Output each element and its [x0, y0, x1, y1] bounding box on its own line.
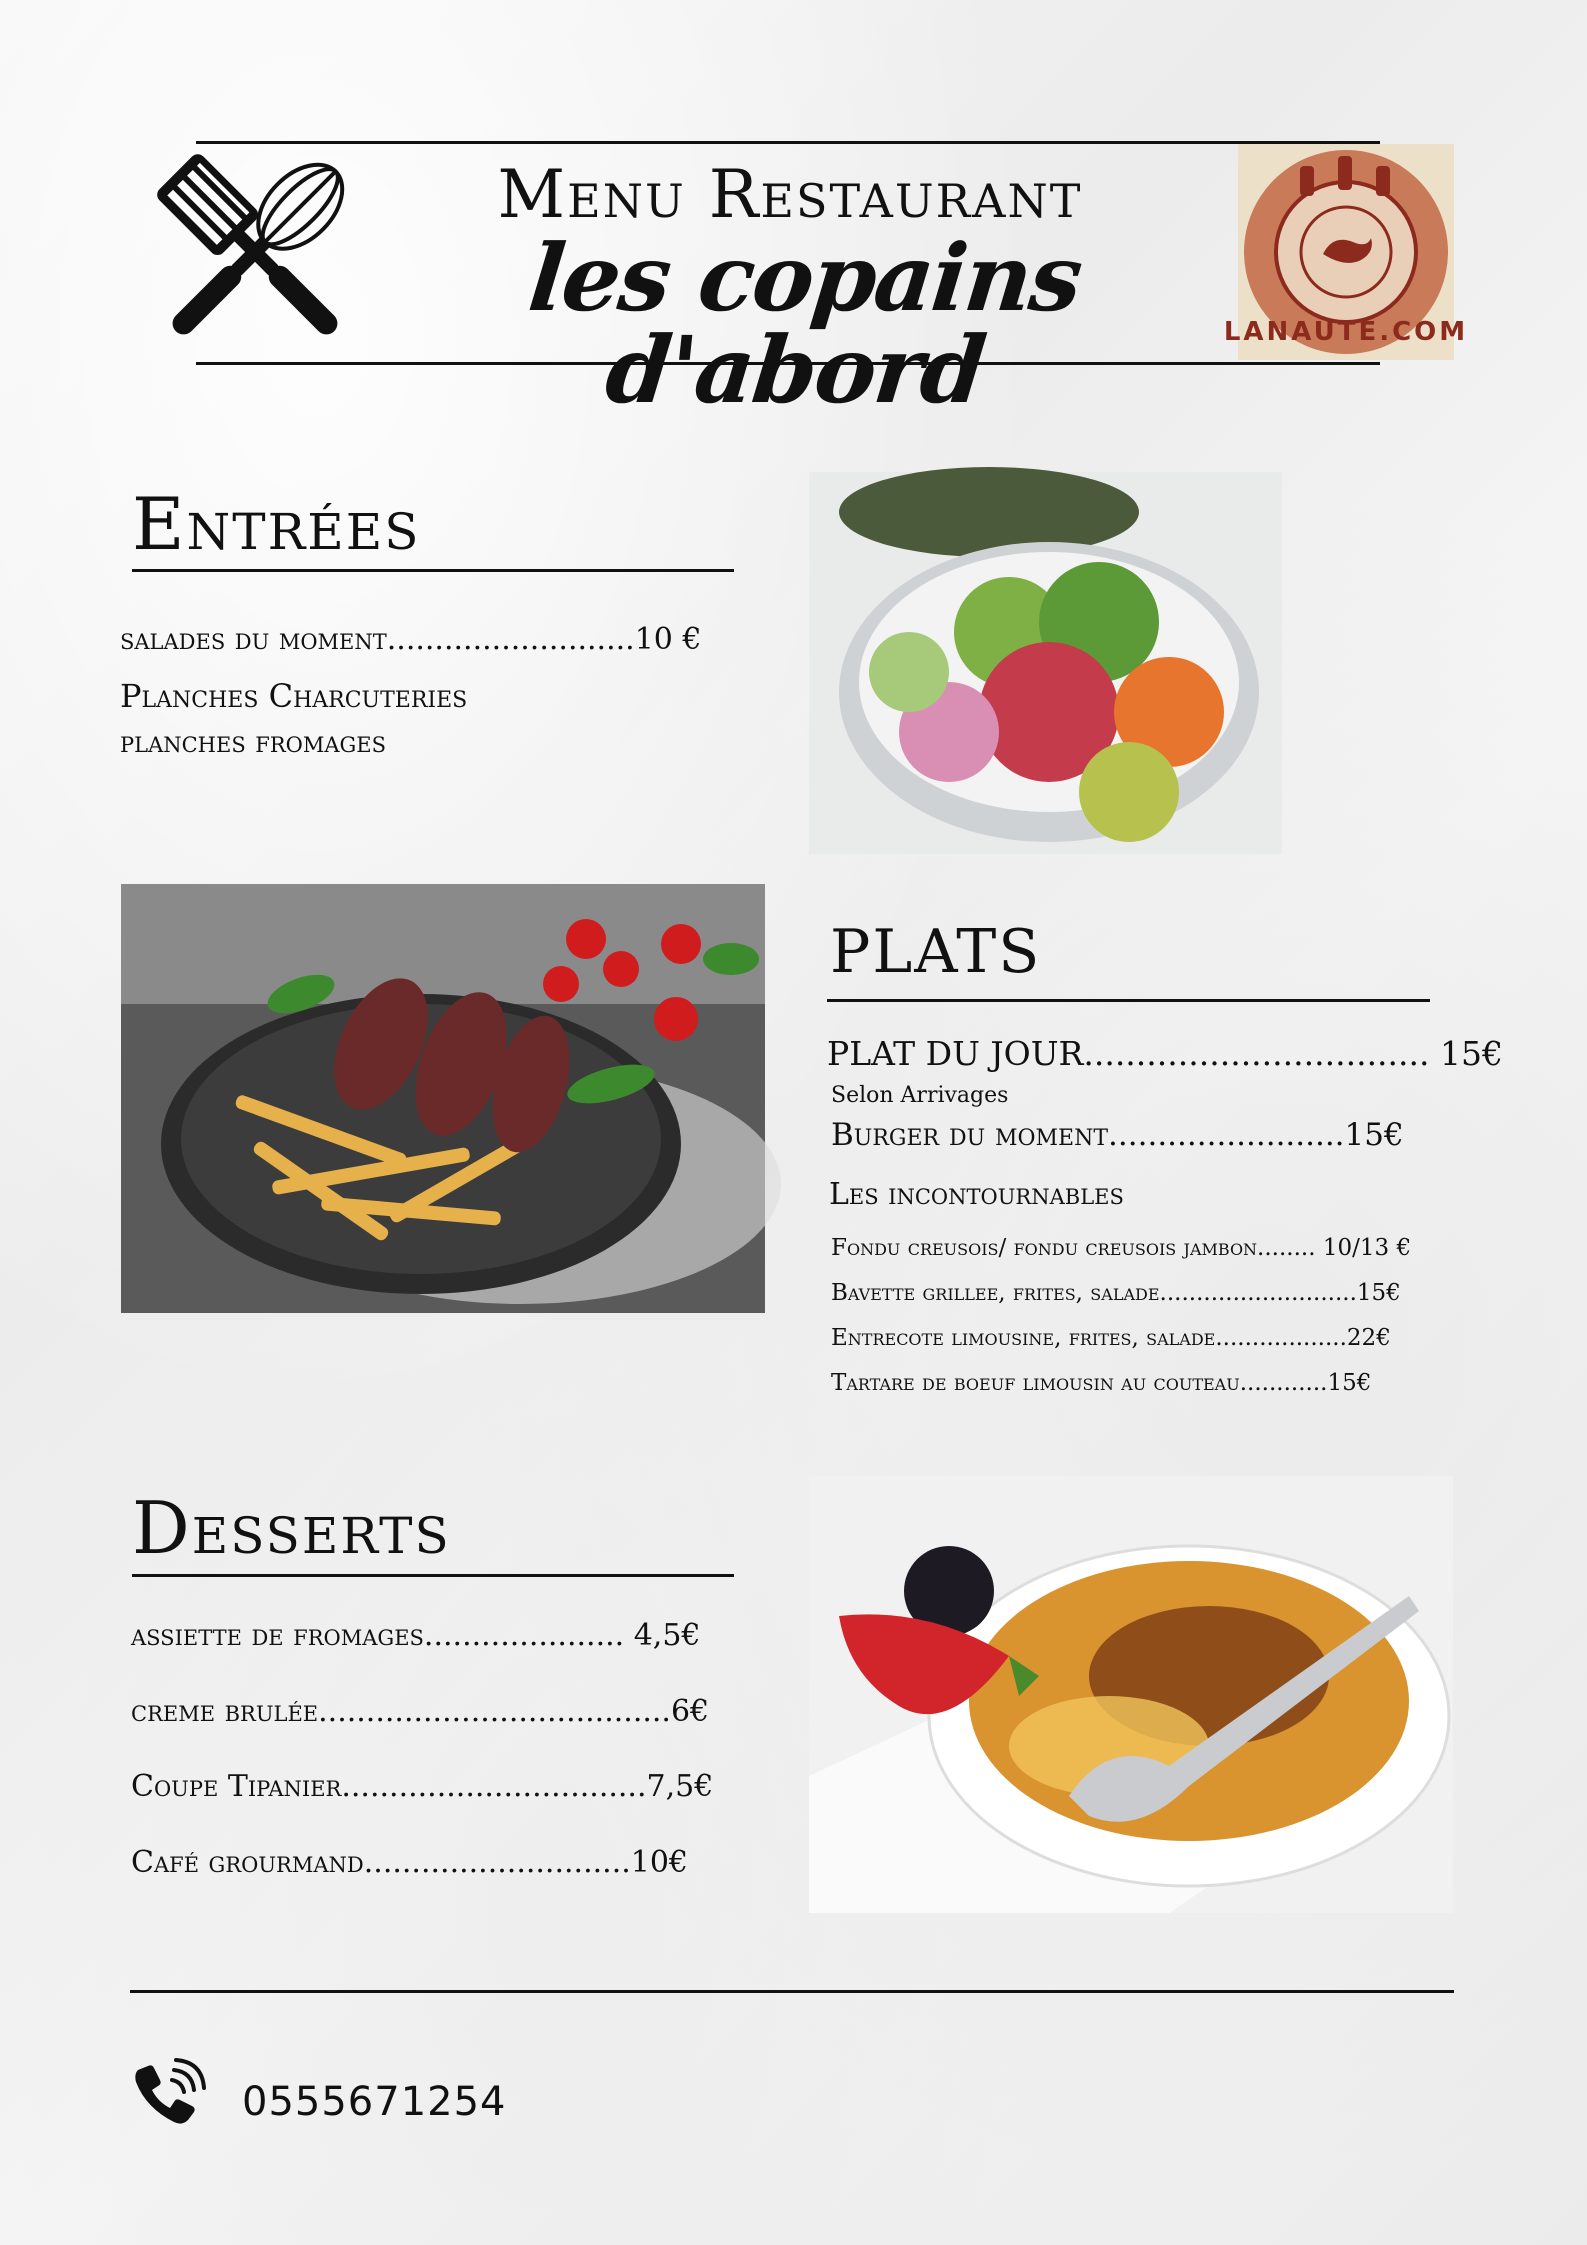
phone-number[interactable]: 0555671254 [242, 2079, 507, 2125]
restaurant-name: les copains d'abord [524, 224, 1086, 424]
entrees-title: Entrées [132, 482, 421, 566]
menu-item: creme brulée.....................................6€ [131, 1694, 710, 1729]
menu-item: PLAT DU JOUR................................. 15€ [827, 1034, 1503, 1073]
menu-item: Burger du moment........................15€ [831, 1117, 1404, 1153]
footer-rule [130, 1990, 1454, 1993]
menu-item-note: Selon Arrivages [831, 1083, 1009, 1108]
steak-fries-photo [121, 884, 765, 1313]
creme-brulee-photo [809, 1476, 1453, 1913]
entrees-rule [132, 569, 734, 572]
menu-item: salades du moment..........................10 € [120, 622, 702, 657]
menu-item: Tartare de boeuf limousin au couteau............15€ [831, 1370, 1372, 1396]
menu-item: Café grourmand............................10€ [131, 1845, 689, 1880]
plats-rule [827, 999, 1430, 1002]
plats-title: PLATS [830, 917, 1042, 987]
menu-item: Planches Charcuteries [120, 677, 468, 715]
menu-item: planches fromages [120, 725, 387, 760]
phone-icon [128, 2056, 204, 2132]
salad-bowl-photo [809, 472, 1282, 854]
incontournables-heading: Les incontournables [829, 1177, 1124, 1212]
menu-item: Bavette grillee, frites, salade...........................15€ [831, 1280, 1401, 1306]
menu-item: assiette de fromages..................... 4,5€ [131, 1618, 701, 1653]
lanaute-logo [1223, 144, 1469, 360]
desserts-title: Desserts [132, 1486, 451, 1570]
menu-item: Fondu creusois/ fondu creusois jambon........ 10/13 € [831, 1235, 1412, 1261]
menu-item: Coupe Tipanier................................7,5€ [131, 1769, 714, 1804]
header-top-rule [196, 141, 1380, 144]
svg-text:LANAUTE.COM: LANAUTE.COM [1223, 317, 1469, 347]
utensils-icon [140, 140, 370, 365]
desserts-rule [132, 1574, 734, 1577]
menu-title: Menu Restaurant [497, 156, 1083, 233]
menu-item: Entrecote limousine, frites, salade..................22€ [831, 1325, 1391, 1351]
